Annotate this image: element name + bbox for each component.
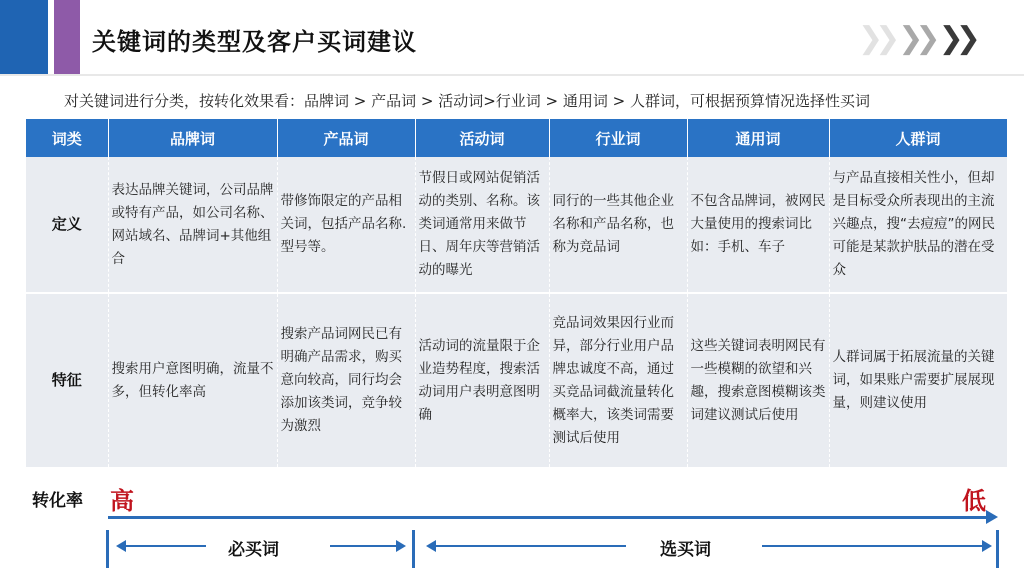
- subtitle: 对关键词进行分类，按转化效果看：品牌词 > 产品词 > 活动词>行业词 > 通用词 > 人群词，可根据预算情况选择性买词: [64, 92, 870, 110]
- arrow-right-icon: [986, 510, 998, 524]
- optional-buy-label: 选买词: [660, 540, 711, 560]
- optional-buy-arrow-line: [762, 545, 982, 547]
- table-row: [26, 157, 1007, 293]
- header-accent-purple: [54, 0, 80, 74]
- conversion-arrow-line: [108, 516, 988, 519]
- bracket-divider: [412, 530, 415, 568]
- column-header: 行业词: [549, 119, 687, 157]
- row-header: 特征: [26, 293, 108, 467]
- header-accent-blue: [0, 0, 48, 74]
- bracket-divider: [996, 530, 999, 568]
- table-cell: 这些关键词表明网民有一些模糊的欲望和兴趣，搜索意图模糊该类词建议测试后使用: [687, 293, 829, 467]
- column-header: 品牌词: [108, 119, 277, 157]
- keyword-type-table: [26, 119, 1008, 467]
- chevron-right-icon: ❯❯: [858, 21, 893, 56]
- table-cell: 与产品直接相关性小，但却是目标受众所表现出的主流兴趣点，搜“去痘痘”的网民可能是某款护肤品的潜在受众: [829, 157, 1007, 293]
- arrow-right-icon: [396, 540, 406, 552]
- table-cell: 同行的一些其他企业名称和产品名称，也称为竞品词: [549, 157, 687, 293]
- triple-chevron-right-icon: [858, 21, 973, 56]
- column-header: 通用词: [687, 119, 829, 157]
- table-cell: 不包含品牌词，被网民大量使用的搜索词比如：手机、车子: [687, 157, 829, 293]
- table-cell: 竞品词效果因行业而异，部分行业用户品牌忠诚度不高，通过买竞品词截流量转化概率大，该类词需要测试后使用: [549, 293, 687, 467]
- must-buy-arrow-line: [124, 545, 206, 547]
- must-buy-arrow-line: [330, 545, 396, 547]
- chevron-right-icon: ❯❯: [898, 21, 933, 56]
- table-cell: 搜索用户意图明确，流量不多，但转化率高: [108, 293, 277, 467]
- table-cell: 搜索产品词网民已有明确产品需求，购买意向较高，同行均会添加该类词，竞争较为激烈: [277, 293, 415, 467]
- table-cell: 节假日或网站促销活动的类别、名称。该类词通常用来做节日、周年庆等营销活动的曝光: [415, 157, 549, 293]
- page-title: 关键词的类型及客户买词建议: [92, 28, 417, 56]
- table-header-row: [26, 119, 1007, 157]
- conversion-rate-label: 转化率: [32, 491, 83, 511]
- table-cell: 人群词属于拓展流量的关键词，如果账户需要扩展展现量，则建议使用: [829, 293, 1007, 467]
- column-header: 产品词: [277, 119, 415, 157]
- chevron-right-icon: ❯❯: [938, 21, 973, 56]
- column-header: 活动词: [415, 119, 549, 157]
- arrow-right-icon: [982, 540, 992, 552]
- table-cell: 带修饰限定的产品相关词，包括产品名称.型号等。: [277, 157, 415, 293]
- conversion-low-label: 低: [962, 487, 986, 515]
- column-header: 词类: [26, 119, 108, 157]
- table-row: [26, 293, 1007, 467]
- table-cell: 活动词的流量限于企业造势程度，搜索活动词用户表明意图明确: [415, 293, 549, 467]
- header-divider: [0, 74, 1024, 76]
- optional-buy-arrow-line: [434, 545, 626, 547]
- bracket-divider: [106, 530, 109, 568]
- row-header: 定义: [26, 157, 108, 293]
- table-cell: 表达品牌关键词，公司品牌或特有产品，如公司名称、网站域名、品牌词+其他组合: [108, 157, 277, 293]
- conversion-high-label: 高: [110, 487, 134, 515]
- must-buy-label: 必买词: [228, 540, 279, 560]
- column-header: 人群词: [829, 119, 1007, 157]
